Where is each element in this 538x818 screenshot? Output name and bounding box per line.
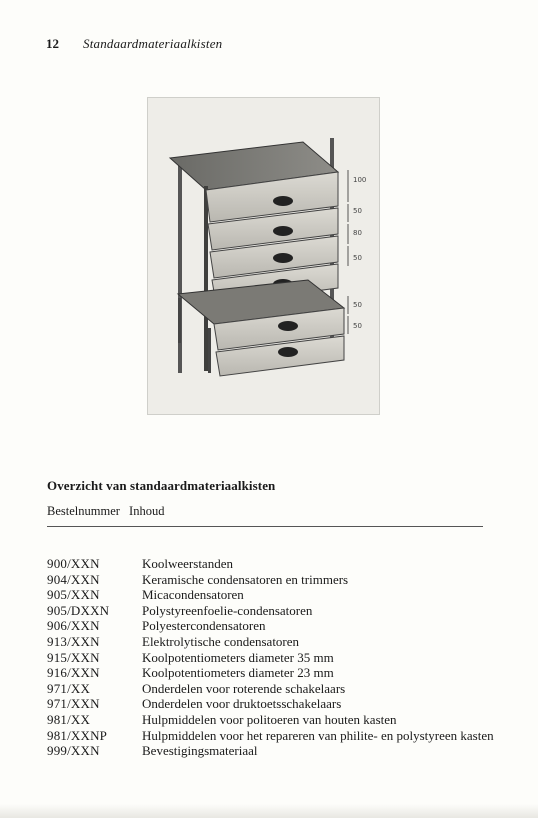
list-item — [47, 572, 497, 588]
page-edge — [0, 804, 538, 818]
item-code: 905/DXXN — [47, 602, 110, 618]
list-item — [47, 696, 497, 712]
item-description: Elektrolytische condensatoren — [142, 633, 300, 649]
item-description: Hulpmiddelen voor politoeren van houten kasten — [142, 711, 397, 727]
list-item — [47, 650, 497, 666]
item-description: Onderdelen voor druktoetsschakelaars — [142, 696, 342, 712]
column-headers — [47, 504, 164, 519]
page-number: 12 — [46, 36, 59, 51]
item-description: Koolweerstanden — [142, 556, 233, 571]
cabinet-photo — [147, 97, 380, 415]
column-header-order-number: Bestelnummer — [47, 504, 120, 518]
item-code: 916/XXN — [47, 665, 100, 681]
list-item — [47, 603, 497, 619]
item-description: Polystyreenfoelie-condensatoren — [142, 602, 313, 618]
item-description: Onderdelen voor roterende schakelaars — [142, 680, 346, 696]
item-code: 981/XX — [47, 711, 91, 727]
dimension-label-5: 50 — [353, 301, 362, 309]
list-item — [47, 728, 497, 744]
running-title: Standaardmateriaalkisten — [83, 36, 223, 51]
list-item — [47, 556, 497, 572]
list-item — [47, 712, 497, 728]
item-description: Hulpmiddelen voor het repareren van philite- en polystyreen kasten — [142, 727, 494, 743]
list-item — [47, 634, 497, 650]
item-code: 971/XX — [47, 680, 91, 696]
page-header — [46, 36, 222, 52]
item-description: Polyestercondensatoren — [142, 618, 266, 634]
dimension-label-3: 80 — [353, 229, 362, 237]
list-item — [47, 665, 497, 681]
item-description: Koolpotentiometers diameter 23 mm — [142, 665, 334, 681]
list-item — [47, 743, 497, 759]
item-code: 981/XXNP — [47, 727, 108, 743]
item-list — [47, 556, 497, 759]
item-description: Koolpotentiometers diameter 35 mm — [142, 649, 334, 665]
dimension-label-6: 50 — [353, 322, 362, 330]
item-description: Keramische condensatoren en trimmers — [142, 571, 349, 587]
item-description: Bevestigingsmateriaal — [142, 743, 258, 759]
list-item — [47, 618, 497, 634]
dimension-label-1: 100 — [353, 176, 367, 184]
item-code: 900/XXN — [47, 556, 100, 571]
item-code: 906/XXN — [47, 618, 100, 634]
item-code: 913/XXN — [47, 633, 100, 649]
header-rule — [47, 526, 483, 527]
item-code: 971/XXN — [47, 696, 100, 712]
list-item — [47, 681, 497, 697]
list-item — [47, 587, 497, 603]
item-code: 999/XXN — [47, 743, 100, 759]
item-code: 915/XXN — [47, 649, 100, 665]
item-code: 904/XXN — [47, 571, 100, 587]
column-header-content: Inhoud — [129, 504, 165, 518]
section-title: Overzicht van standaardmateriaalkisten — [47, 478, 276, 493]
item-description: Micacondensatoren — [142, 587, 244, 603]
item-code: 905/XXN — [47, 587, 100, 603]
dimension-label-4: 50 — [353, 254, 362, 262]
dimension-label-2: 50 — [353, 207, 362, 215]
